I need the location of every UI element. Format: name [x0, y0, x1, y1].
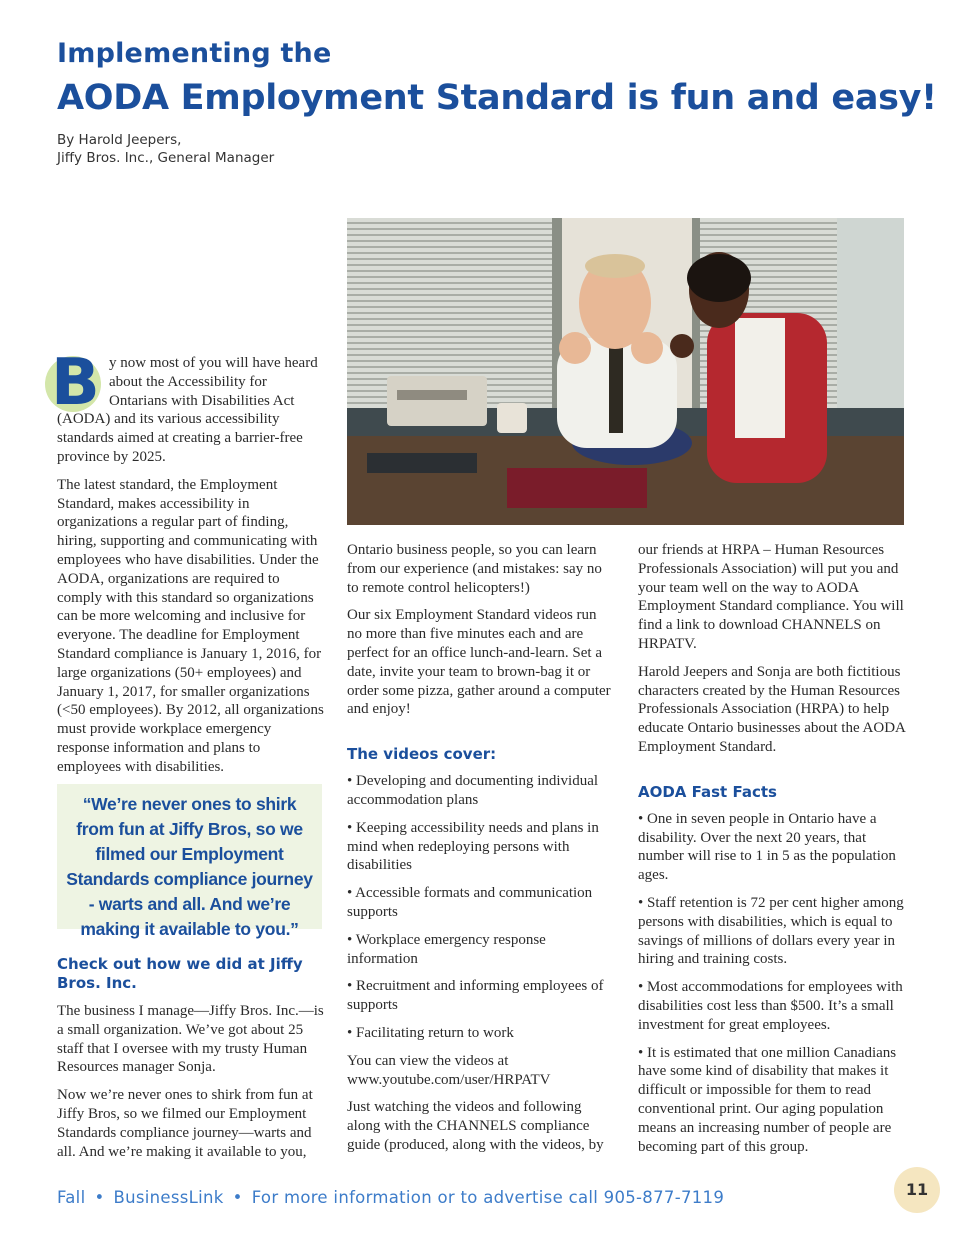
intro-paragraph-2: The latest standard, the Employment Standard, makes accessibility in organizations a regular part of finding, hiring, supporting and communicating with employees who have disabilities. Under the AODA, organizations are required to comply with this standard so organizations can be more welcoming and inclusive for everyone. The deadline for Employment Standard compliance is January 1, 2016, for large organizations (50+ employees) and January 1, 2017, for smaller organizations (<50 employees). By 2012, all organizations must provide workplace emergency response information and plans to employees with disabilities.: [57, 476, 324, 775]
col2-paragraph-4: Just watching the videos and following along with the CHANNELS compliance guide (produced, along with the videos, by: [347, 1099, 604, 1153]
list-item: • Developing and documenting individual accommodation plans: [347, 773, 599, 808]
article-photo: [347, 218, 904, 525]
list-item: • Keeping accessibility needs and plans in mind when redeploying persons with disabilities: [347, 819, 599, 874]
list-item: • It is estimated that one million Canadians have some kind of disability that makes it difficult or impossible for them to read conventional print. Our aging population means an increasing number of people are becoming part of this group.: [638, 1044, 897, 1155]
article-kicker: Implementing the: [57, 38, 332, 69]
footer-contact: For more information or to advertise call 905-877-7119: [251, 1188, 725, 1207]
byline: [57, 131, 274, 167]
column-3: [638, 541, 906, 1165]
col3-paragraph-2: Harold Jeepers and Sonja are both fictitious characters created by the Human Resources Professionals Association (HRPA) to help educate Ontario businesses about the AODA Employment Standard.: [638, 663, 906, 755]
fast-facts-list: [638, 810, 906, 1157]
list-item: • Most accommodations for employees with disabilities cost less than $500. It’s a small investment for great employees.: [638, 979, 903, 1033]
check-out-paragraph-1: The business I manage—Jiffy Bros. Inc.—is a small organization. We’ve got about 25 staff that I oversee with my trusty Human Resources manager Sonja.: [57, 1003, 324, 1076]
article-title: AODA Employment Standard is fun and easy!: [57, 78, 937, 118]
list-item: • Facilitating return to work: [347, 1024, 514, 1041]
list-item: • Staff retention is 72 per cent higher among persons with disabilities, which is equal to savings of millions of dollars every year in hiring and training costs.: [638, 894, 904, 968]
check-out-heading: Check out how we did at Jiffy Bros. Inc.: [57, 955, 303, 992]
col2-paragraph-2: Our six Employment Standard videos run no more than five minutes each and are perfect for an office lunch-and-learn. Set a date, invite your team to brown-bag it or order some pizza, gather around a computer and enjoy!: [347, 607, 611, 718]
list-item: • Accessible formats and communication supports: [347, 885, 593, 920]
pull-quote: “We’re never ones to shirk from fun at Jiffy Bros, so we filmed our Employment Standards compliance journey - warts and all. And we’re making it available to you.”: [66, 794, 313, 939]
intro-paragraph-1-text: y now most of you will have heard about the Accessibility for Ontarians with Disabilities Act (AODA) and its various accessibility standards aimed at creating a barrier-free province by 2025.: [57, 355, 318, 465]
col2-paragraph-1: Ontario business people, so you can learn from our experience (and mistakes: say no to remote control helicopters!): [347, 542, 602, 596]
page-number: 11: [894, 1167, 940, 1213]
footer-publication: BusinessLink: [113, 1188, 224, 1207]
check-out-paragraph-2: Now we’re never ones to shirk from fun at Jiffy Bros, so we filmed our Employment Standards compliance journey—warts and all. And we’re making it available to you,: [57, 1087, 313, 1160]
byline-role: Jiffy Bros. Inc., General Manager: [57, 150, 275, 166]
videos-list: [347, 772, 615, 1043]
pull-quote-box: [57, 784, 322, 939]
bullet-separator-icon: •: [94, 1188, 105, 1207]
office-photo-illustration: [347, 218, 904, 525]
drop-cap-letter: B: [51, 346, 100, 420]
intro-paragraph-1: [51, 346, 325, 467]
drop-cap: [51, 346, 103, 420]
check-out-text: [57, 1002, 325, 1170]
col3-paragraph-1: our friends at HRPA – Human Resources Professionals Association) will put you and your team well on the way to AODA Employment Standard compliance. You will find a link to download CHANNELS on HRPATV.: [638, 542, 904, 652]
byline-author: By Harold Jeepers,: [57, 132, 182, 148]
videos-heading: The videos cover:: [347, 745, 497, 764]
bullet-separator-icon: •: [232, 1188, 243, 1207]
page-footer: [57, 1188, 724, 1207]
column-2: [347, 541, 615, 1164]
videos-link-paragraph: You can view the videos at www.youtube.com/user/HRPATV: [347, 1052, 551, 1088]
fast-facts-heading: AODA Fast Facts: [638, 782, 777, 801]
footer-season: Fall: [57, 1188, 86, 1207]
list-item: • Recruitment and informing employees of supports: [347, 978, 604, 1014]
list-item: • One in seven people in Ontario have a disability. Over the next 20 years, that number will rise to 1 in 5 as the population ages.: [638, 810, 896, 884]
intro-text: [51, 346, 325, 786]
list-item: • Workplace emergency response information: [347, 931, 546, 967]
